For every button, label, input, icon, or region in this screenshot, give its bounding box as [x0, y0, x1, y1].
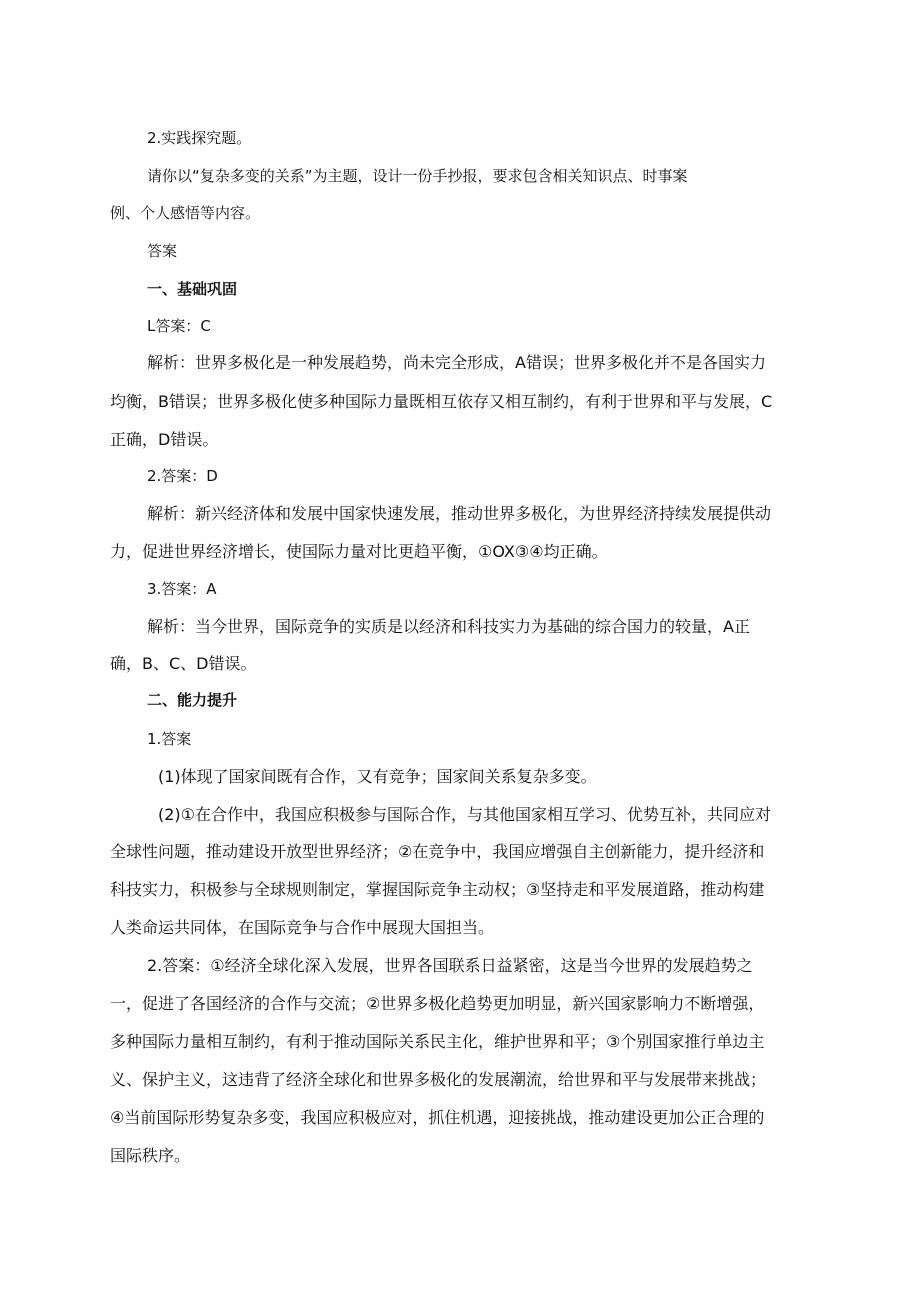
answer-ability-2: 2.答案：①经济全球化深入发展，世界各国联系日益紧密，这是当今世界的发展趋势之 — [147, 956, 753, 975]
answer-text: 国际秩序。 — [110, 1146, 191, 1165]
answer-ability-1: 1.答案 — [147, 730, 192, 748]
analysis-text: 均衡，B错误；世界多极化使多种国际力量既相互依存又相互制约，有利于世界和平与发展，C — [110, 392, 773, 411]
answer-3: 3.答案：A — [147, 580, 217, 598]
answer-text: ④当前国际形势复杂多变，我国应积极应对，抓住机遇，迎接挑战，推动建设更加公正合理的 — [110, 1108, 765, 1127]
answer-2: 2.答案：D — [147, 467, 218, 485]
answer-text: 人类命运共同体，在国际竞争与合作中展现大国担当。 — [110, 918, 495, 937]
answer-1: L答案：C — [147, 317, 211, 335]
analysis-text: 解析：新兴经济体和发展中国家快速发展，推动世界多极化，为世界经济持续发展提供动 — [147, 504, 772, 523]
section-heading-ability: 二、能力提升 — [147, 691, 238, 709]
analysis-text: 正确，D错误。 — [110, 430, 219, 449]
question-text: 请你以“复杂多变的关系”为主题，设计一份手抄报，要求包含相关知识点、时事案 — [147, 167, 688, 185]
analysis-text: 解析：当今世界，国际竞争的实质是以经济和科技实力为基础的综合国力的较量，A正 — [147, 617, 750, 636]
section-heading-basics: 一、基础巩固 — [147, 280, 238, 298]
answer-text: 一，促进了各国经济的合作与交流；②世界多极化趋势更加明显，新兴国家影响力不断增强， — [110, 994, 765, 1013]
answer-part-1: (1)体现了国家间既有合作，又有竞争；国家间关系复杂多变。 — [158, 767, 597, 786]
answer-part-2: (2)①在合作中，我国应积极参与国际合作，与其他国家相互学习、优势互补，共同应对 — [158, 805, 772, 824]
practice-question-heading: 2.实践探究题。 — [147, 129, 252, 147]
answer-heading: 答案 — [147, 242, 178, 260]
analysis-text: 力，促进世界经济增长，使国际力量对比更趋平衡，①OX③④均正确。 — [110, 542, 608, 561]
analysis-text: 解析：世界多极化是一种发展趋势，尚未完全形成，A错误；世界多极化并不是各国实力 — [147, 353, 766, 372]
question-text: 例、个人感悟等内容。 — [110, 204, 261, 222]
answer-text: 科技实力，积极参与全球规则制定，掌握国际竞争主动权；③坚持走和平发展道路，推动构建 — [110, 880, 765, 899]
answer-text: 多种国际力量相互制约，有利于推动国际关系民主化，维护世界和平；③个别国家推行单边主 — [110, 1032, 765, 1051]
analysis-text: 确，B、C、D错误。 — [110, 654, 257, 673]
answer-text: 义、保护主义，这违背了经济全球化和世界多极化的发展潮流，给世界和平与发展带来挑战； — [110, 1070, 767, 1089]
answer-text: 全球性问题，推动建设开放型世界经济；②在竞争中，我国应增强自主创新能力，提升经济和 — [110, 842, 765, 861]
